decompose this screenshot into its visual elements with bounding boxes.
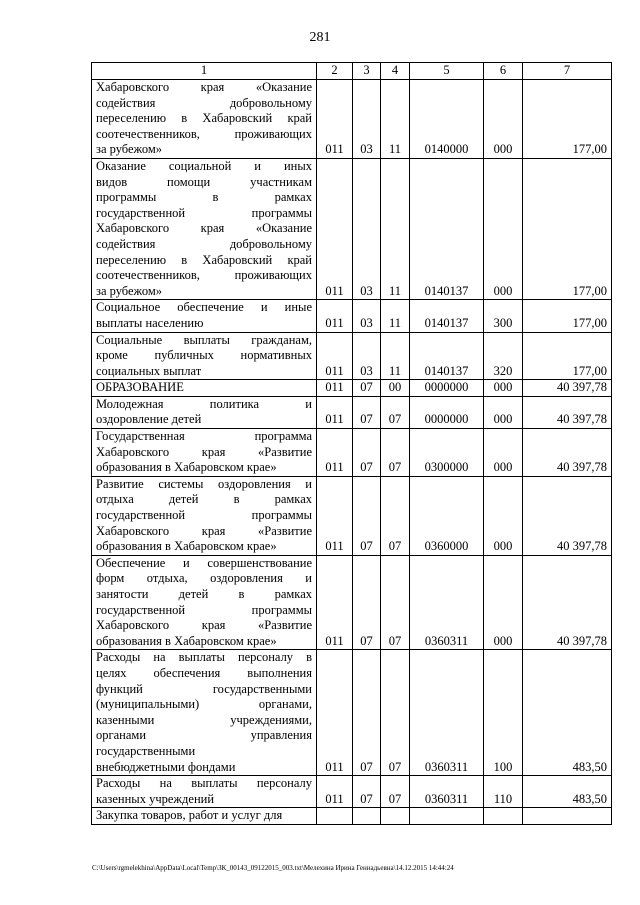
row-name-line: Расходы на выплаты персоналу [96, 776, 312, 791]
row-chapter-code [353, 808, 381, 825]
row-target-code [410, 808, 484, 825]
row-section-code: 011 [317, 80, 353, 159]
row-name-line: социальных выплат [96, 363, 202, 378]
row-target-code: 0360000 [410, 476, 484, 555]
row-target-code: 0360311 [410, 650, 484, 776]
row-target-code: 0140137 [410, 300, 484, 332]
row-name-line: Хабаровского края «Развитие [96, 618, 312, 633]
table-row [92, 476, 612, 555]
row-expense-type-code: 100 [484, 650, 523, 776]
row-amount: 177,00 [523, 332, 612, 380]
footer-file-path: C:\Users\rgmelekhina\AppData\Local\Temp\ЗК_00143_09122015_003.txt\Мелехина Ирина Геннадьевна\14.12.2015 14:44:24 [92, 864, 454, 872]
row-amount: 483,50 [523, 650, 612, 776]
row-amount: 483,50 [523, 776, 612, 808]
page-number: 281 [309, 30, 331, 45]
row-subchapter-code [381, 808, 410, 825]
header-col-5: 5 [410, 63, 484, 80]
table-row [92, 332, 612, 380]
row-chapter-code: 07 [353, 429, 381, 477]
row-section-code: 011 [317, 380, 353, 397]
row-expense-type-code: 000 [484, 429, 523, 477]
row-amount: 40 397,78 [523, 380, 612, 397]
row-name-line: форм отдыха, оздоровления и [96, 571, 312, 586]
row-name-cell [92, 380, 317, 397]
row-name-cell [92, 808, 317, 825]
row-name-line: отдыха детей в рамках [96, 492, 312, 507]
row-section-code: 011 [317, 776, 353, 808]
row-expense-type-code [484, 808, 523, 825]
row-section-code: 011 [317, 396, 353, 428]
row-name-line: соотечественников, проживающих [96, 268, 312, 283]
row-name-line: за рубежом» [96, 142, 163, 157]
row-name-line: Развитие системы оздоровления и [96, 476, 312, 491]
table-row [92, 300, 612, 332]
row-name-line: занятости детей в рамках [96, 587, 312, 601]
row-name-line: образования в Хабаровском крае» [96, 539, 277, 554]
table-row [92, 429, 612, 477]
row-expense-type-code: 000 [484, 476, 523, 555]
row-name-line: целях обеспечения выполнения [96, 665, 312, 680]
header-col-6: 6 [484, 63, 523, 80]
row-name-line: казенными учреждениями, [96, 712, 312, 727]
row-name-line: Обеспечение и совершенствование [96, 555, 312, 570]
row-name-cell [92, 396, 317, 428]
row-name-cell [92, 429, 317, 477]
row-name-line: государственной программы [96, 205, 312, 220]
row-name-line: видов помощи участникам [96, 174, 312, 189]
table-row [92, 158, 612, 299]
row-name-line: Хабаровского края «Развитие [96, 523, 312, 538]
budget-table [91, 62, 612, 825]
row-name-line: государственными [96, 743, 196, 758]
header-row [92, 63, 612, 80]
row-section-code [317, 808, 353, 825]
row-amount: 40 397,78 [523, 429, 612, 477]
row-name-line: государственной программы [96, 508, 312, 523]
row-chapter-code: 03 [353, 300, 381, 332]
row-chapter-code: 03 [353, 80, 381, 159]
row-target-code: 0140137 [410, 332, 484, 380]
row-name-line: Социальные выплаты гражданам, [96, 332, 312, 347]
row-name-line: содействия добровольному [96, 95, 312, 110]
row-name-line: оздоровление детей [96, 412, 202, 427]
row-expense-type-code: 320 [484, 332, 523, 380]
row-target-code: 0140000 [410, 80, 484, 159]
row-amount: 177,00 [523, 158, 612, 299]
row-name-line: Молодежная политика и [96, 396, 312, 411]
row-name-cell [92, 476, 317, 555]
row-subchapter-code: 11 [381, 80, 410, 159]
row-name-cell [92, 80, 317, 159]
row-subchapter-code: 07 [381, 396, 410, 428]
row-subchapter-code: 07 [381, 650, 410, 776]
row-name-line: казенных учреждений [96, 791, 215, 806]
row-amount [523, 808, 612, 825]
row-name-line: содействия добровольному [96, 236, 312, 251]
row-section-code: 011 [317, 300, 353, 332]
row-name-cell [92, 300, 317, 332]
row-name-cell [92, 650, 317, 776]
row-section-code: 011 [317, 555, 353, 650]
row-name-line: ОБРАЗОВАНИЕ [96, 380, 184, 395]
row-expense-type-code: 000 [484, 555, 523, 650]
row-chapter-code: 07 [353, 555, 381, 650]
row-section-code: 011 [317, 476, 353, 555]
row-name-line: образования в Хабаровском крае» [96, 633, 277, 648]
table-row [92, 396, 612, 428]
row-name-line: Хабаровского края «Развитие [96, 444, 312, 459]
table-row [92, 808, 612, 825]
row-name-cell [92, 776, 317, 808]
row-name-cell [92, 158, 317, 299]
row-subchapter-code: 07 [381, 555, 410, 650]
row-amount: 177,00 [523, 80, 612, 159]
row-section-code: 011 [317, 332, 353, 380]
row-name-line: функций государственными [96, 681, 312, 696]
row-name-line: кроме публичных нормативных [96, 348, 312, 363]
row-chapter-code: 07 [353, 380, 381, 397]
row-target-code: 0300000 [410, 429, 484, 477]
row-name-line: переселению в Хабаровский край [96, 252, 312, 267]
row-amount: 40 397,78 [523, 396, 612, 428]
row-subchapter-code: 11 [381, 300, 410, 332]
header-col-1: 1 [92, 63, 317, 80]
row-subchapter-code: 00 [381, 380, 410, 397]
row-target-code: 0000000 [410, 396, 484, 428]
row-expense-type-code: 000 [484, 396, 523, 428]
table-row [92, 380, 612, 397]
header-col-3: 3 [353, 63, 381, 80]
row-subchapter-code: 07 [381, 476, 410, 555]
row-section-code: 011 [317, 158, 353, 299]
row-name-line: переселению в Хабаровский край [96, 111, 312, 126]
row-name-line: внебюджетными фондами [96, 759, 236, 774]
row-name-line: образования в Хабаровском крае» [96, 460, 277, 475]
row-name-line: Государственная программа [96, 429, 312, 444]
row-name-line: Хабаровского края «Оказание [96, 80, 312, 94]
row-chapter-code: 03 [353, 332, 381, 380]
row-name-line: Социальное обеспечение и иные [96, 300, 312, 315]
row-name-cell [92, 555, 317, 650]
row-expense-type-code: 000 [484, 380, 523, 397]
table-row [92, 650, 612, 776]
row-amount: 177,00 [523, 300, 612, 332]
row-target-code: 0360311 [410, 555, 484, 650]
row-expense-type-code: 000 [484, 158, 523, 299]
table-row [92, 776, 612, 808]
row-chapter-code: 07 [353, 476, 381, 555]
row-target-code: 0360311 [410, 776, 484, 808]
row-name-line: за рубежом» [96, 283, 163, 298]
row-name-line: соотечественников, проживающих [96, 126, 312, 141]
header-col-4: 4 [381, 63, 410, 80]
row-name-line: Расходы на выплаты персоналу в [96, 650, 312, 665]
row-section-code: 011 [317, 650, 353, 776]
table-row [92, 80, 612, 159]
row-section-code: 011 [317, 429, 353, 477]
row-target-code: 0140137 [410, 158, 484, 299]
row-name-line: Оказание социальной и иных [96, 158, 312, 173]
row-subchapter-code: 11 [381, 158, 410, 299]
row-amount: 40 397,78 [523, 555, 612, 650]
row-expense-type-code: 300 [484, 300, 523, 332]
row-name-line: Хабаровского края «Оказание [96, 221, 312, 236]
row-name-line: (муниципальными) органами, [96, 697, 312, 712]
row-amount: 40 397,78 [523, 476, 612, 555]
row-chapter-code: 07 [353, 776, 381, 808]
row-name-line: Закупка товаров, работ и услуг для [96, 808, 283, 823]
table-row [92, 555, 612, 650]
header-col-2: 2 [317, 63, 353, 80]
row-name-line: органами управления [96, 728, 312, 743]
row-subchapter-code: 07 [381, 429, 410, 477]
row-subchapter-code: 11 [381, 332, 410, 380]
row-chapter-code: 07 [353, 650, 381, 776]
row-target-code: 0000000 [410, 380, 484, 397]
row-chapter-code: 03 [353, 158, 381, 299]
row-expense-type-code: 110 [484, 776, 523, 808]
row-subchapter-code: 07 [381, 776, 410, 808]
row-chapter-code: 07 [353, 396, 381, 428]
row-name-cell [92, 332, 317, 380]
row-name-line: выплаты населению [96, 315, 204, 330]
row-name-line: программы в рамках [96, 190, 312, 205]
row-expense-type-code: 000 [484, 80, 523, 159]
header-col-7: 7 [523, 63, 612, 80]
row-name-line: государственной программы [96, 602, 312, 617]
